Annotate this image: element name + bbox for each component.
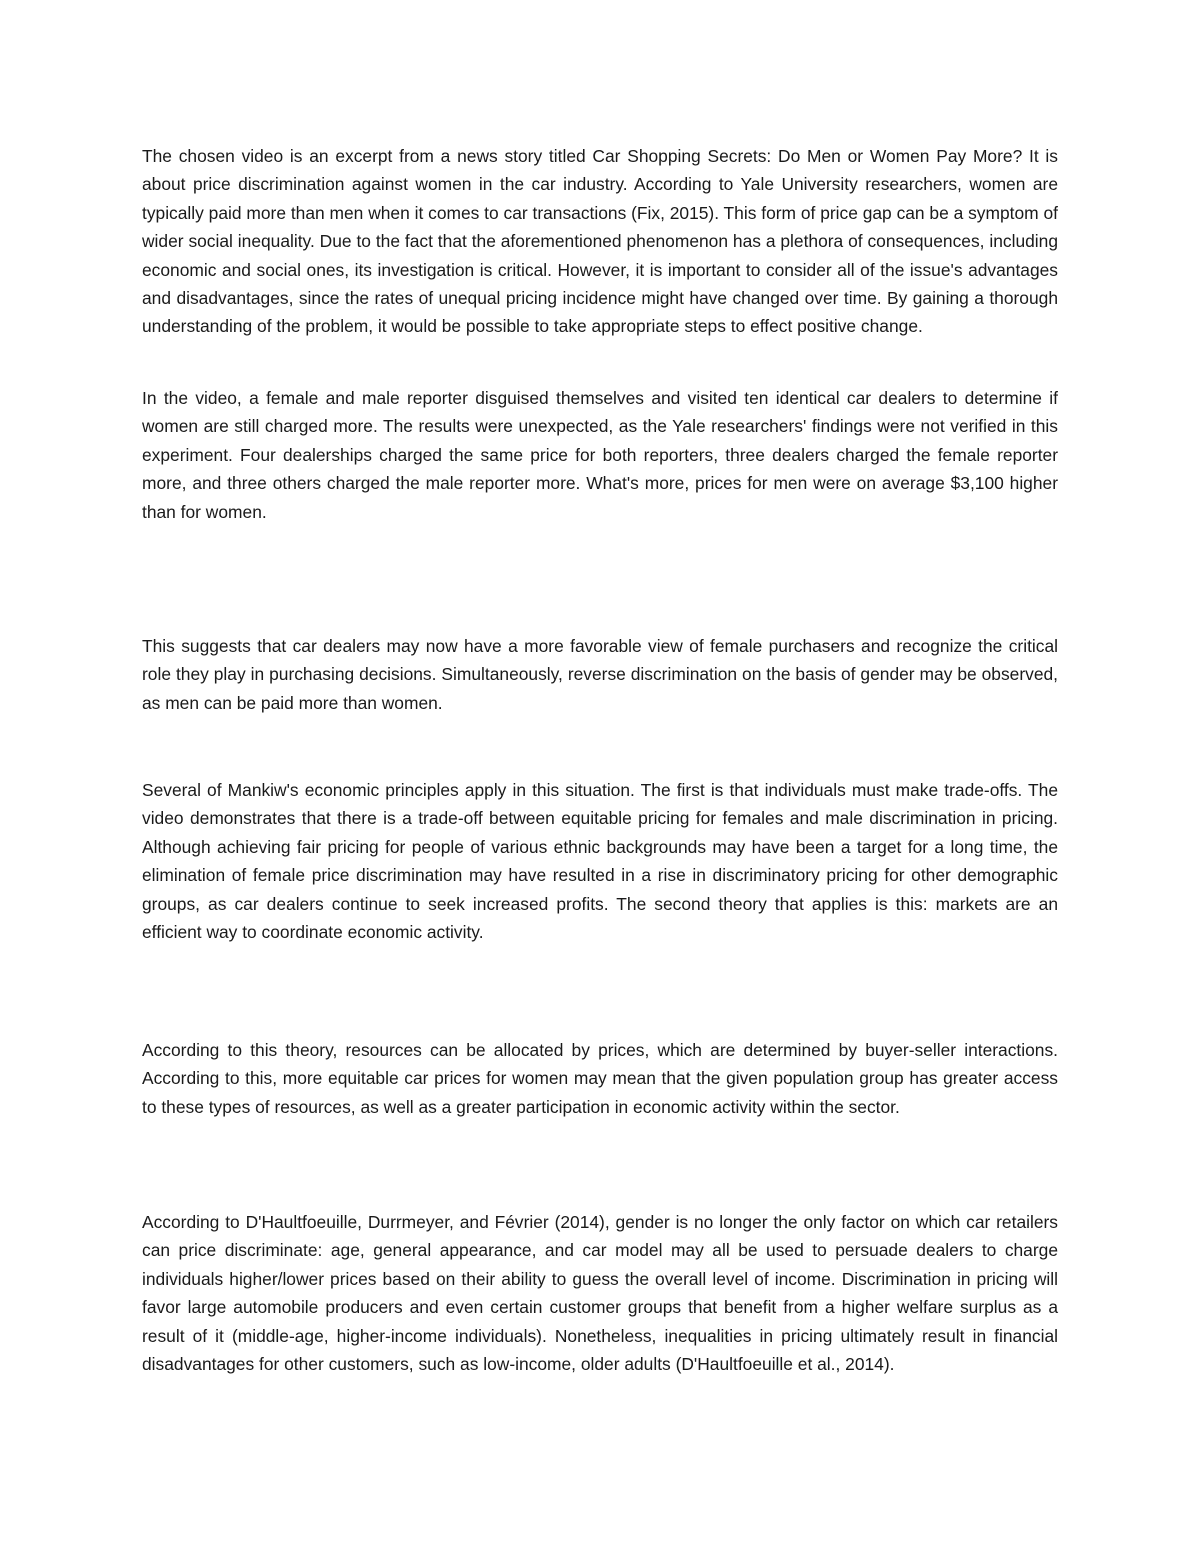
- paragraph-price-discrimination-factors: According to D'Haultfoeuille, Durrmeyer, and Février (2014), gender is no longer the only factor on which car retailers can price discriminate: age, general appearance, and car model may all be used to persuade dealers to charge individuals higher/lower prices based on their ability to guess the overall level of income. Discrimination in pricing will favor large automobile producers and even certain customer groups that benefit from a higher welfare surplus as a result of it (middle-age, higher-income individuals). Nonetheless, inequalities in pricing ultimately result in financial disadvantages for other customers, such as low-income, older adults (D'Haultfoeuille et al., 2014).: [142, 1212, 1058, 1375]
- paragraph-market-theory: According to this theory, resources can be allocated by prices, which are determined by buyer-seller interactions. According to this, more equitable car prices for women may mean that the given population group has greater access to these types of resources, as well as a greater participation in economic activity within the sector.: [142, 1040, 1058, 1117]
- paragraph-video-summary: The chosen video is an excerpt from a news story titled Car Shopping Secrets: Do Men or Women Pay More? It is about price discrimination against women in the car industry. According to Yale University researchers, women are typically paid more than men when it comes to car transactions (Fix, 2015). This form of price gap can be a symptom of wider social inequality. Due to the fact that the aforementioned phenomenon has a plethora of consequences, including economic and social ones, its investigation is critical. However, it is important to consider all of the issue's advantages and disadvantages, since the rates of unequal pricing incidence might have changed over time. By gaining a thorough understanding of the problem, it would be possible to take appropriate steps to effect positive change.: [142, 146, 1058, 337]
- paragraph-mankiw-principles: Several of Mankiw's economic principles apply in this situation. The first is that individuals must make trade-offs. The video demonstrates that there is a trade-off between equitable pricing for females and male discrimination in pricing. Although achieving fair pricing for people of various ethnic backgrounds may have been a target for a long time, the elimination of female price discrimination may have resulted in a rise in discriminatory pricing for other demographic groups, as car dealers continue to seek increased profits. The second theory that applies is this: markets are an efficient way to coordinate economic activity.: [142, 780, 1058, 943]
- paragraph-dealer-view: This suggests that car dealers may now have a more favorable view of female purchasers and recognize the critical role they play in purchasing decisions. Simultaneously, reverse discrimination on the basis of gender may be observed, as men can be paid more than women.: [142, 636, 1058, 713]
- paragraph-reporter-experiment: In the video, a female and male reporter disguised themselves and visited ten identical car dealers to determine if women are still charged more. The results were unexpected, as the Yale researchers' findings were not verified in this experiment. Four dealerships charged the same price for both reporters, three dealers charged the female reporter more, and three others charged the male reporter more. What's more, prices for men were on average $3,100 higher than for women.: [142, 388, 1058, 522]
